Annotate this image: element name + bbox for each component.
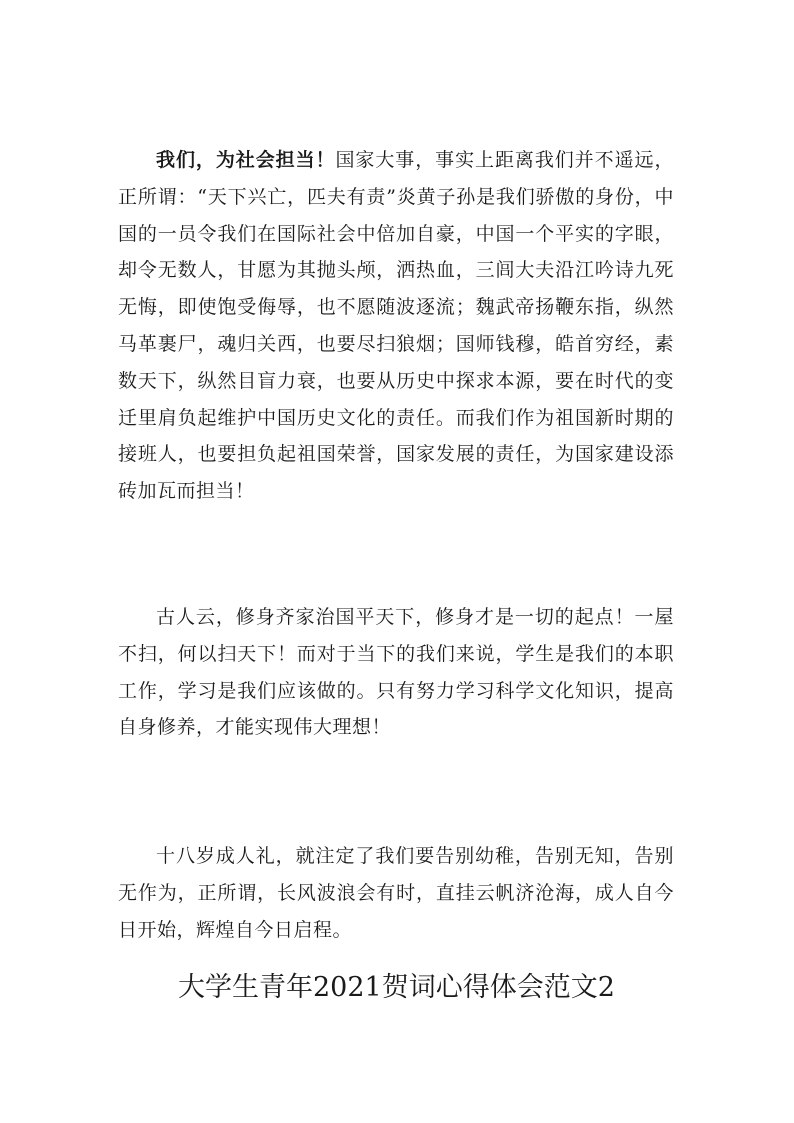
paragraph-body: 古人云，修身齐家治国平天下，修身才是一切的起点！一屋不扫，何以扫天下！而对于当下的我们来说，学生是我们的本职工作，学习是我们应该做的。只有努力学习科学文化知识，提高自身修养，才能实现伟大理想！ <box>118 606 674 739</box>
paragraph-body: 十八岁成人礼，就注定了我们要告别幼稚，告别无知，告别无作为，正所谓，长风波浪会有时，直挂云帆济沧海，成人自今日开始，辉煌自今日启程。 <box>118 845 674 941</box>
paragraph-body: 国家大事，事实上距离我们并不遥远，正所谓：“天下兴亡，匹夫有责”炎黄子孙是我们骄傲的身份，中国的一员令我们在国际社会中倍加自豪，中国一个平实的字眼，却令无数人，甘愿为其抛头颅，洒热血，三闾大夫沿江吟诗九死无悔，即使饱受侮辱，也不愿随波逐流；魏武帝扬鞭东指，纵然马革裹尸，魂归关西，也要尽扫狼烟；国师钱穆，皓首穷经，素数天下，纵然目盲力衰，也要从历史中探求本源，要在时代的变迁里肩负起维护中国历史文化的责任。而我们作为祖国新时期的接班人，也要担负起祖国荣誉，国家发展的责任，为国家建设添砖加瓦而担当！ <box>118 149 674 503</box>
paragraph-social-responsibility <box>118 142 674 510</box>
paragraph-coming-of-age <box>118 838 674 948</box>
section-heading: 大学生青年2021贺词心得体会范文2 <box>178 972 615 1003</box>
paragraph-self-cultivation <box>118 599 674 746</box>
paragraph-lead-bold: 我们，为社会担当！ <box>156 149 336 171</box>
